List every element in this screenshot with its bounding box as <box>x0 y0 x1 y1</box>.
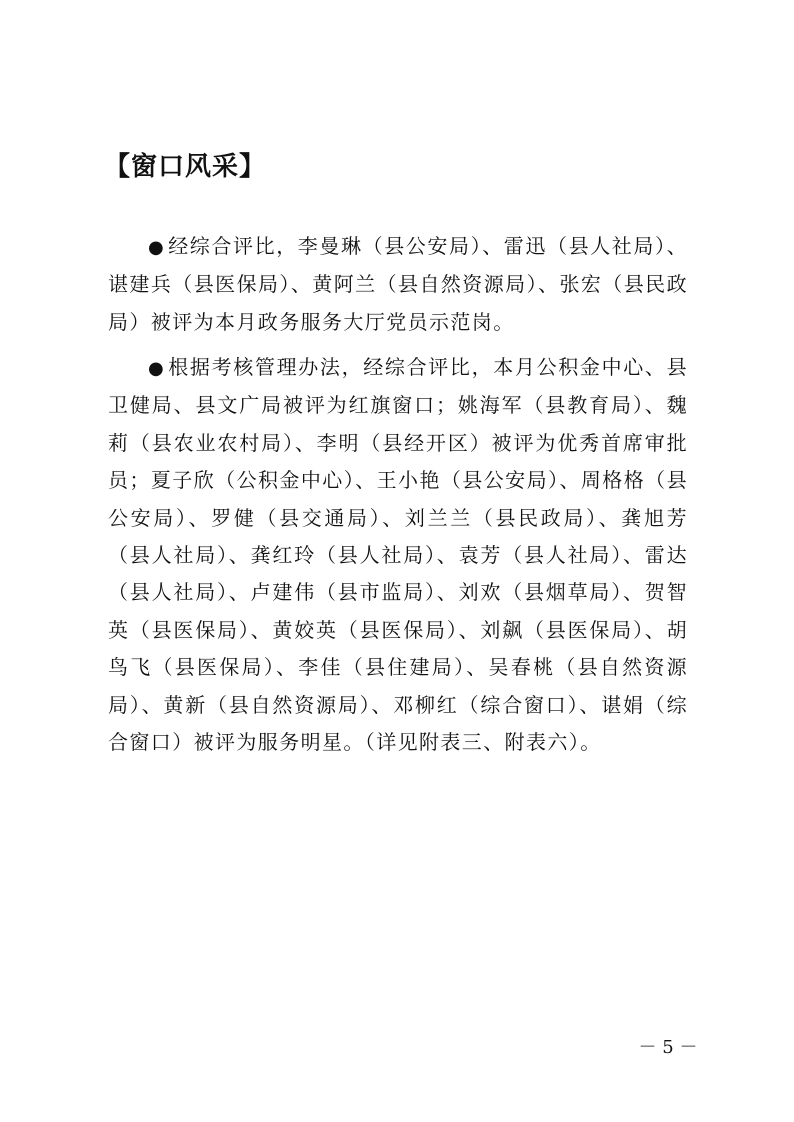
bullet-icon: ● <box>148 358 166 379</box>
paragraph-party-member-demo-posts <box>108 228 688 341</box>
bullet-icon: ● <box>148 237 166 258</box>
paragraph-red-flag-windows <box>108 349 688 761</box>
paragraph-text: 经综合评比，李曼琳（县公安局）、雷迅（县人社局）、谌建兵（县医保局）、黄阿兰（县自然资源局）、张宏（县民政局）被评为本月政务服务大厅党员示范岗。 <box>108 234 688 334</box>
section-heading: 【窗口风采】 <box>104 152 267 182</box>
paragraph-text: 根据考核管理办法，经综合评比，本月公积金中心、县卫健局、县文广局被评为红旗窗口；姚海军（县教育局）、魏莉（县农业农村局）、李明（县经开区）被评为优秀首席审批员；夏子欣（公积金中心）、王小艳（县公安局）、周格格（县公安局）、罗健（县交通局）、刘兰兰（县民政局）、龚旭芳（县人社局）、龚红玲（县人社局）、袁芳（县人社局）、雷达（县人社局）、卢建伟（县市监局）、刘欢（县烟草局）、贺智英（县医保局）、黄姣英（县医保局）、刘飙（县医保局）、胡鸟飞（县医保局）、李佳（县住建局）、吴春桃（县自然资源局）、黄新（县自然资源局）、邓柳红（综合窗口）、谌娟（综合窗口）被评为服务明星。（详见附表三、附表六）。 <box>108 355 688 755</box>
page-number: － 5 － <box>638 1037 698 1058</box>
